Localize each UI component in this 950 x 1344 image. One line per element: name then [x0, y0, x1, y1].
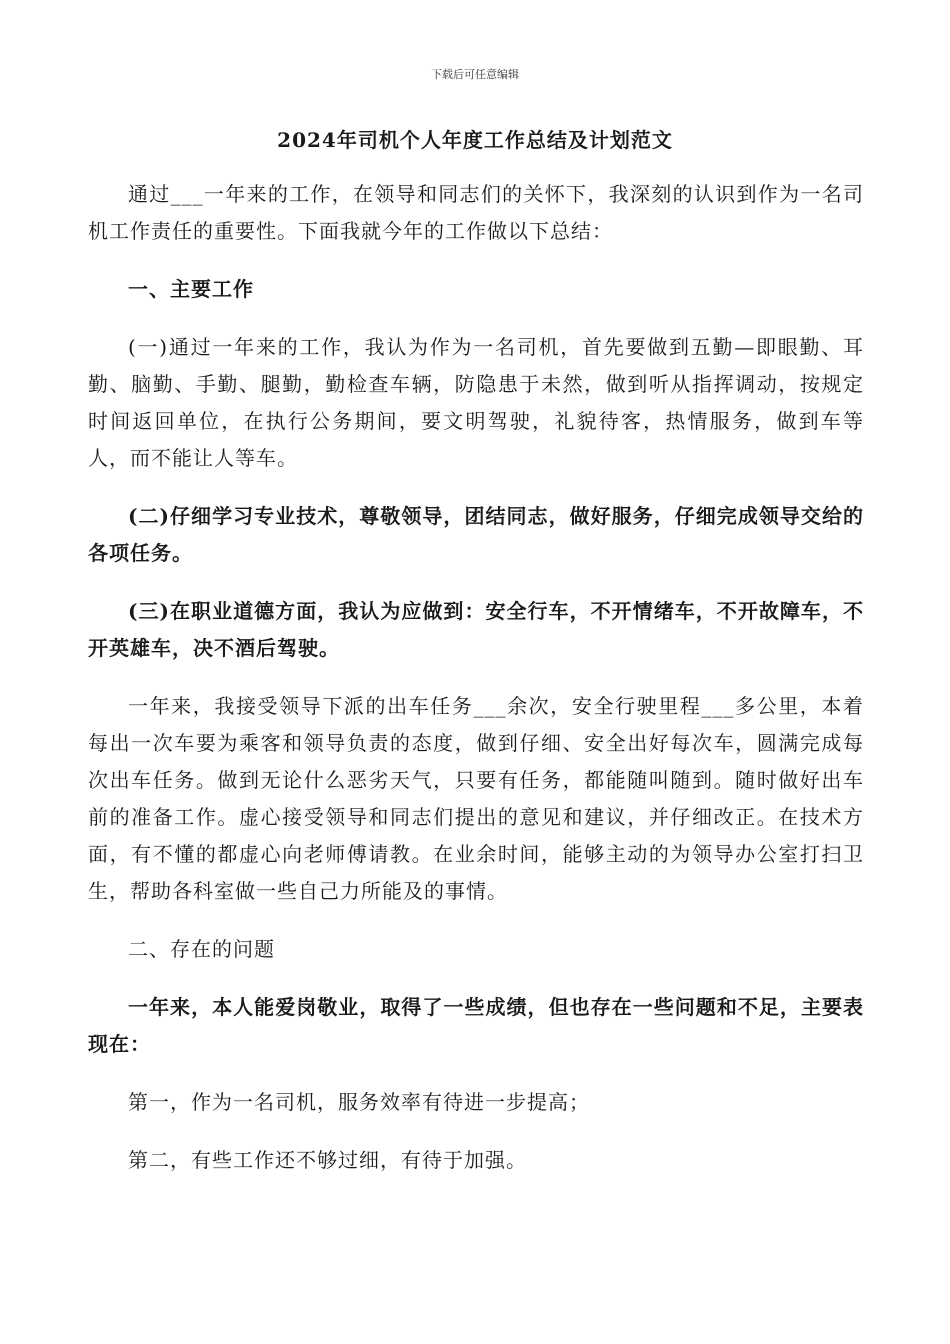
problems-intro: 一年来，本人能爱岗敬业，取得了一些成绩，但也存在一些问题和不足，主要表现在： [88, 995, 864, 1056]
work-item-2: (二)仔细学习专业技术，尊敬领导，团结同志，做好服务，仔细完成领导交给的各项任务。 [88, 504, 864, 565]
section-heading-problems: 二、存在的问题 [128, 937, 275, 961]
work-item-1: (一)通过一年来的工作，我认为作为一名司机，首先要做到五勤—即眼勤、耳勤、脑勤、手勤、腿勤，勤检查车辆，防隐患于未然，做到听从指挥调动，按规定时间返回单位，在执行公务期间，要文明驾驶，礼貌待客，热情服务，做到车等人，而不能让人等车。 [88, 335, 864, 470]
work-summary-paragraph: 一年来，我接受领导下派的出车任务___余次，安全行驶里程___多公里，本着每出一次车要为乘客和领导负责的态度，做到仔细、安全出好每次车，圆满完成每次出车任务。做到无论什么恶劣天气，只要有任务，都能随叫随到。随时做好出车前的准备工作。虚心接受领导和同志们提出的意见和建议，并仔细改正。在技术方面，有不懂的都虚心向老师傅请教。在业余时间，能够主动的为领导办公室打扫卫生，帮助各科室做一些自己力所能及的事情。 [88, 694, 864, 903]
document-body [88, 176, 864, 1200]
problem-point-1: 第一，作为一名司机，服务效率有待进一步提高； [128, 1090, 590, 1114]
work-item-3: (三)在职业道德方面，我认为应做到：安全行车，不开情绪车，不开故障车，不开英雄车，决不酒后驾驶。 [88, 599, 864, 660]
header-note: 下载后可任意编辑 [431, 68, 519, 81]
section-heading-main-work: 一、主要工作 [128, 277, 254, 301]
intro-paragraph: 通过___一年来的工作，在领导和同志们的关怀下，我深刻的认识到作为一名司机工作责任的重要性。下面我就今年的工作做以下总结： [88, 182, 864, 243]
document-title: 2024年司机个人年度工作总结及计划范文 [277, 128, 673, 152]
problem-point-2: 第二，有些工作还不够过细，有待于加强。 [128, 1148, 527, 1172]
